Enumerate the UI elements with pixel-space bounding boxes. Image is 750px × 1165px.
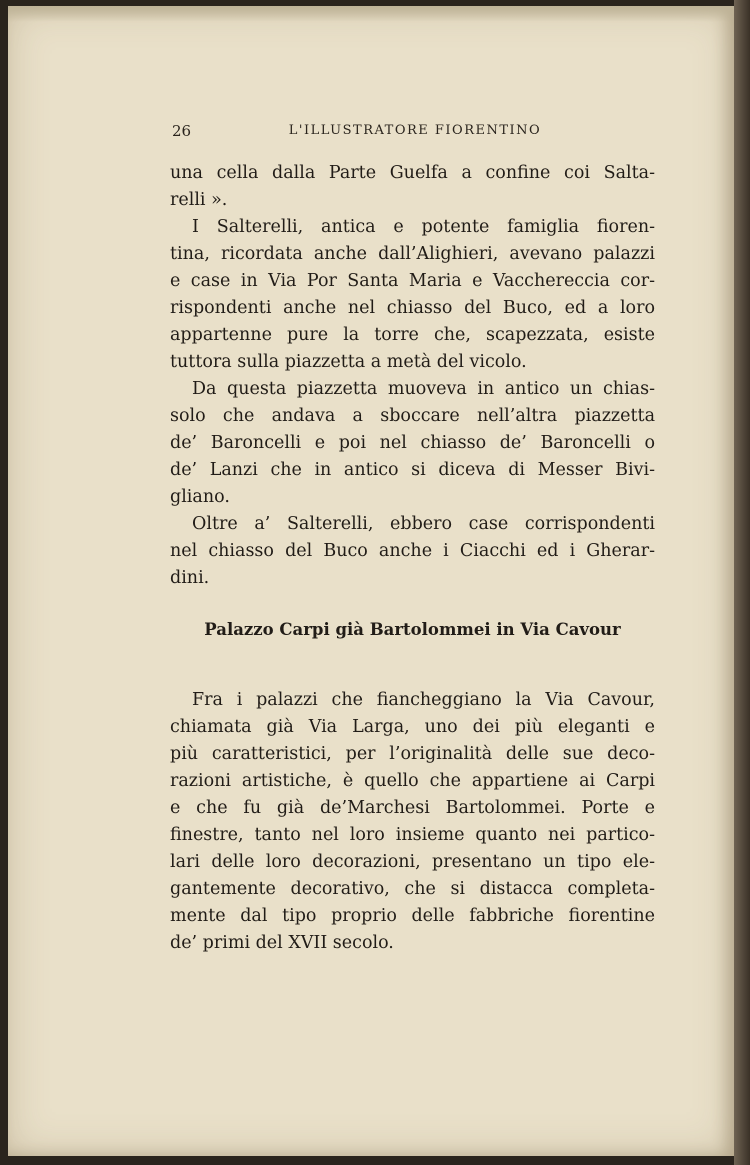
paragraph-palazzo-carpi <box>170 687 655 957</box>
text-line: I Salterelli, antica e potente famiglia fioren- <box>192 217 655 237</box>
page-number: 26 <box>172 122 192 140</box>
text-line: de’ primi del XVII secolo. <box>170 933 394 953</box>
text-line: Oltre a’ Salterelli, ebbero case corrispondenti <box>192 514 655 534</box>
text-line: relli ». <box>170 190 228 210</box>
text-line: appartenne pure la torre che, scapezzata, esiste <box>170 325 655 345</box>
text-line: una cella dalla Parte Guelfa a confine coi Salta- <box>170 163 655 183</box>
section-title: Palazzo Carpi già Bartolommei in Via Cavour <box>204 620 621 639</box>
text-line: solo che andava a sboccare nell’altra piazzetta <box>170 406 655 426</box>
text-line: razioni artistiche, è quello che appartiene ai Carpi <box>170 771 655 791</box>
text-line: Fra i palazzi che fiancheggiano la Via Cavour, <box>192 690 655 710</box>
text-line: mente dal tipo proprio delle fabbriche fiorentine <box>170 906 655 926</box>
text-line: de’ Lanzi che in antico si diceva di Messer Bivi- <box>170 460 655 480</box>
page-edge <box>734 0 750 1165</box>
text-line: e che fu già de’Marchesi Bartolommei. Porte e <box>170 798 655 818</box>
text-line: gliano. <box>170 487 230 507</box>
text-line: tina, ricordata anche dall’Alighieri, avevano palazzi <box>170 244 655 264</box>
text-line: Da questa piazzetta muoveva in antico un chias- <box>192 379 655 399</box>
text-line: nel chiasso del Buco anche i Ciacchi ed i Gherar- <box>170 541 655 561</box>
text-line: gantemente decorativo, che si distacca completa- <box>170 879 655 899</box>
text-line: e case in Via Por Santa Maria e Vacchereccia cor- <box>170 271 655 291</box>
text-line: tuttora sulla piazzetta a metà del vicolo. <box>170 352 527 372</box>
text-line: più caratteristici, per l’originalità delle sue deco- <box>170 744 655 764</box>
text-line: lari delle loro decorazioni, presentano un tipo ele- <box>170 852 655 872</box>
page-header <box>170 120 660 142</box>
paragraphs-salterelli <box>170 160 655 592</box>
text-line: de’ Baroncelli e poi nel chiasso de’ Baroncelli o <box>170 433 655 453</box>
running-title: L'ILLUSTRATORE FIORENTINO <box>288 123 542 138</box>
text-line: finestre, tanto nel loro insieme quanto nei partico- <box>170 825 655 845</box>
text-line: dini. <box>170 568 210 588</box>
text-line: rispondenti anche nel chiasso del Buco, ed a loro <box>170 298 655 318</box>
text-line: chiamata già Via Larga, uno dei più eleganti e <box>170 717 655 737</box>
